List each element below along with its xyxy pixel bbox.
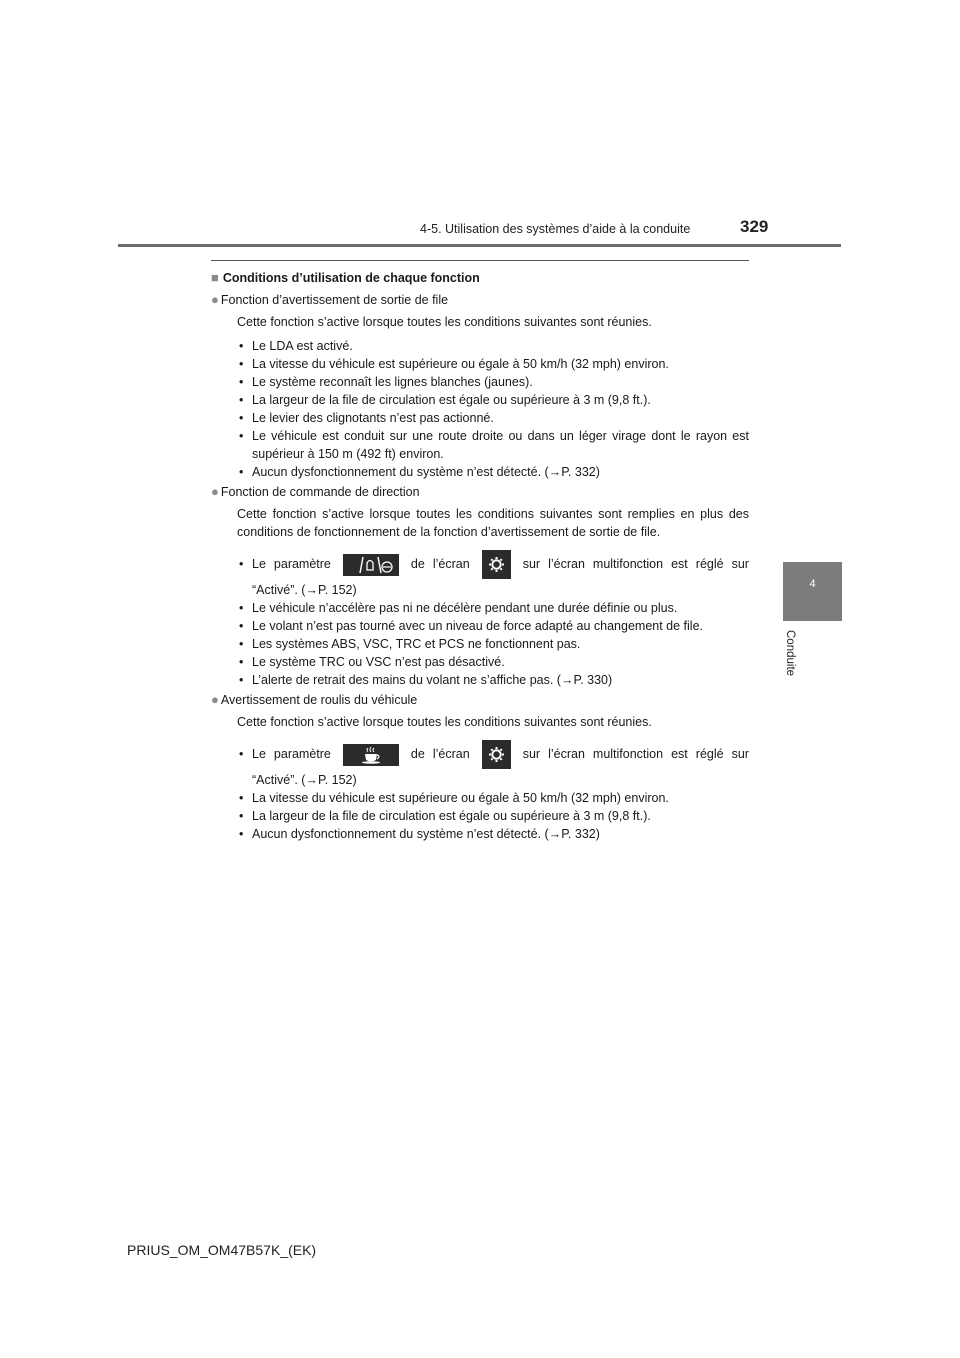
list-item: • Le système reconnaît les lignes blanches (jaunes). — [237, 373, 749, 391]
list-item: • Le volant n’est pas tourné avec un niveau de force adapté au changement de file. — [237, 617, 749, 635]
content-divider — [211, 260, 749, 261]
condition-list — [237, 547, 749, 689]
coffee-cup-icon — [343, 744, 399, 766]
list-item: • Le système TRC ou VSC n’est pas désactivé. — [237, 653, 749, 671]
list-item: • Les systèmes ABS, VSC, TRC et PCS ne fonctionnent pas. — [237, 635, 749, 653]
list-item: • La vitesse du véhicule est supérieure ou égale à 50 km/h (32 mph) environ. — [237, 355, 749, 373]
list-item: • La largeur de la file de circulation est égale ou supérieure à 3 m (9,8 ft.). — [237, 807, 749, 825]
main-heading-text: Conditions d’utilisation de chaque fonction — [222, 271, 480, 285]
list-item: • L’alerte de retrait des mains du volant ne s’affiche pas. (→P. 330) — [237, 671, 749, 689]
section-intro: Cette fonction s’active lorsque toutes les conditions suivantes sont réunies. — [237, 715, 652, 729]
chapter-tab — [783, 562, 842, 621]
icon-line-part1: Le paramètre — [252, 747, 331, 761]
list-item: • La largeur de la file de circulation est égale ou supérieure à 3 m (9,8 ft.). — [237, 391, 749, 409]
chapter-number: 4 — [809, 578, 816, 590]
section-heading-text: Fonction d’avertissement de sortie de file — [220, 293, 449, 307]
list-item-with-icons — [237, 547, 749, 581]
section-heading-text: Avertissement de roulis du véhicule — [220, 693, 418, 707]
condition-list — [237, 337, 749, 481]
gear-icon — [482, 740, 511, 769]
section-intro: Cette fonction s’active lorsque toutes les conditions suivantes sont remplies en plus des conditions de fonctionnement de la fonction d’avertissement de sortie de file. — [237, 507, 749, 539]
list-item-continuation — [237, 581, 749, 599]
icon-line-part2: de l’écran — [410, 557, 470, 571]
section-intro: Cette fonction s’active lorsque toutes les conditions suivantes sont réunies. — [237, 315, 652, 329]
list-item: • Aucun dysfonctionnement du système n’est détecté. (→P. 332) — [237, 825, 749, 843]
list-item: • Le véhicule n’accélère pas ni ne décélère pendant une durée définie ou plus. — [237, 599, 749, 617]
header-divider — [118, 244, 841, 247]
list-item: • Le véhicule est conduit sur une route droite ou dans un léger virage dont le rayon est supérieur à 150 m (492 ft) environ. — [237, 427, 749, 463]
page-number: 329 — [740, 217, 769, 236]
round-bullet-icon: ● — [211, 484, 219, 499]
section-heading — [211, 691, 749, 709]
continuation-text: “Activé”. (→P. 152) — [252, 583, 357, 597]
section-heading — [211, 483, 749, 501]
icon-line-part3: sur l’écran multifonction est réglé sur — [522, 747, 749, 761]
list-item-continuation — [237, 771, 749, 789]
round-bullet-icon: ● — [211, 292, 219, 307]
list-item: • Le levier des clignotants n’est pas actionné. — [237, 409, 749, 427]
list-item-with-icons — [237, 737, 749, 771]
section-heading-text: Fonction de commande de direction — [220, 485, 420, 499]
icon-line-part3: sur l’écran multifonction est réglé sur — [522, 557, 749, 571]
icon-line-part1: Le paramètre — [252, 557, 331, 571]
round-bullet-icon: ● — [211, 692, 219, 707]
list-item: • Aucun dysfonctionnement du système n’est détecté. (→P. 332) — [237, 463, 749, 481]
list-item: • La vitesse du véhicule est supérieure ou égale à 50 km/h (32 mph) environ. — [237, 789, 749, 807]
icon-line-part2: de l’écran — [410, 747, 470, 761]
condition-list — [237, 737, 749, 843]
square-bullet-icon: ■ — [211, 270, 219, 285]
section-title: 4-5. Utilisation des systèmes d’aide à la conduite — [420, 222, 691, 236]
gear-icon — [482, 550, 511, 579]
section-heading — [211, 291, 749, 309]
chapter-label: Conduite — [784, 630, 796, 677]
main-heading — [211, 269, 749, 287]
document-code: PRIUS_OM_OM47B57K_(EK) — [127, 1242, 317, 1258]
lane-steering-icon — [343, 554, 399, 576]
continuation-text: “Activé”. (→P. 152) — [252, 773, 357, 787]
list-item: • Le LDA est activé. — [237, 337, 749, 355]
chapter-label-box — [778, 630, 813, 690]
main-content — [211, 269, 749, 845]
